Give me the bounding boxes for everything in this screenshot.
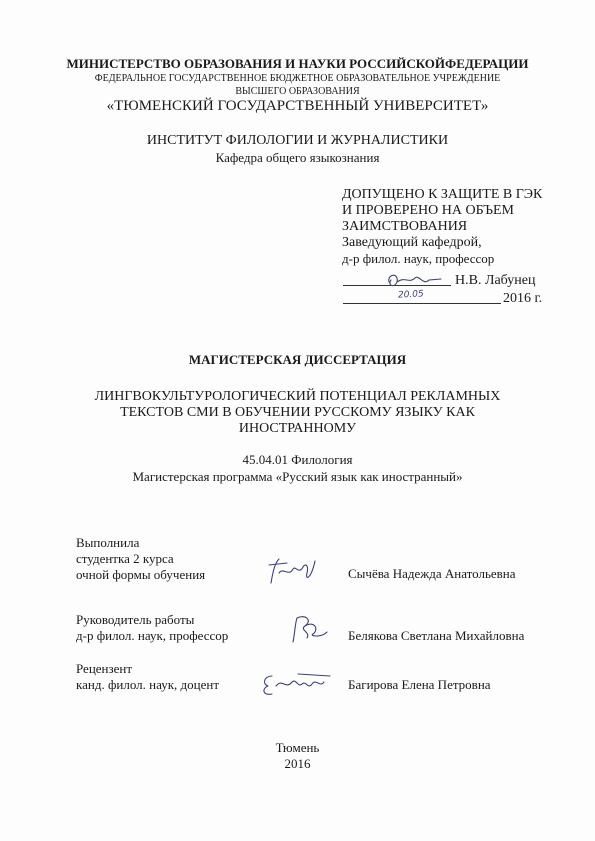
document-type: МАГИСТЕРСКАЯ ДИССЕРТАЦИЯ <box>188 352 407 367</box>
specialty-code: 45.04.01 Филология <box>242 452 353 467</box>
topic-line-2: ТЕКСТОВ СМИ В ОБУЧЕНИИ РУССКОМУ ЯЗЫКУ КАК <box>120 405 475 420</box>
role-line: д-р филол. наук, профессор <box>76 628 229 643</box>
footer-year: 2016 <box>284 756 311 771</box>
topic-line-1: ЛИНГВОКУЛЬТУРОЛОГИЧЕСКИЙ ПОТЕНЦИАЛ РЕКЛАМНЫХ <box>94 389 501 404</box>
footer-city: Тюмень <box>275 740 320 755</box>
reviewer-signature <box>258 670 336 700</box>
approval-position: Заведующий кафедрой, <box>342 235 482 250</box>
department-name: Кафедра общего языкознания <box>215 150 380 165</box>
approval-line-3: ЗАИМСТВОВАНИЯ <box>342 219 468 234</box>
institution-line-1: ФЕДЕРАЛЬНОЕ ГОСУДАРСТВЕННОЕ БЮДЖЕТНОЕ ОБРАЗОВАТЕЛЬНОЕ УЧРЕЖДЕНИЕ <box>94 73 501 84</box>
signatory-student-roles <box>76 535 205 583</box>
university-name: «ТЮМЕНСКИЙ ГОСУДАРСТВЕННЫЙ УНИВЕРСИТЕТ» <box>106 98 489 114</box>
role-line: Руководитель работы <box>76 612 195 627</box>
role-line: Выполнила <box>76 535 140 550</box>
approval-block <box>342 187 542 267</box>
handwritten-date: 20.05 <box>397 289 425 301</box>
approval-line-2: И ПРОВЕРЕНО НА ОБЪЕМ <box>342 203 514 218</box>
institute-name: ИНСТИТУТ ФИЛОЛОГИИ И ЖУРНАЛИСТИКИ <box>146 133 449 148</box>
role-line: Рецензент <box>76 661 133 676</box>
approval-year: 2016 г. <box>503 291 543 306</box>
signatory-supervisor-roles <box>76 612 228 644</box>
approval-degree: д-р филол. наук, профессор <box>342 251 495 266</box>
institution-line-2: ВЫСШЕГО ОБРАЗОВАНИЯ <box>235 86 360 97</box>
supervisor-name: Белякова Светлана Михайловна <box>348 628 525 643</box>
ministry-line: МИНИСТЕРСТВО ОБРАЗОВАНИЯ И НАУКИ РОССИЙСКОЙФЕДЕРАЦИИ <box>66 56 529 71</box>
supervisor-signature <box>285 612 335 646</box>
head-signature <box>385 270 445 290</box>
date-line <box>343 303 501 304</box>
role-line: студентка 2 курса <box>76 551 174 566</box>
program-name: Магистерская программа «Русский язык как иностранный» <box>132 469 463 484</box>
role-line: очной формы обучения <box>76 567 206 582</box>
approval-head-name: Н.В. Лабунец <box>455 273 536 288</box>
student-name: Сычёва Надежда Анатольевна <box>348 566 516 581</box>
reviewer-name: Багирова Елена Петровна <box>348 677 491 692</box>
approval-line-1: ДОПУЩЕНО К ЗАЩИТЕ В ГЭК <box>342 187 543 202</box>
topic-line-3: ИНОСТРАННОМУ <box>238 421 357 436</box>
signatory-reviewer-roles <box>76 661 219 693</box>
role-line: канд. филол. наук, доцент <box>76 677 220 692</box>
student-signature <box>265 555 325 589</box>
